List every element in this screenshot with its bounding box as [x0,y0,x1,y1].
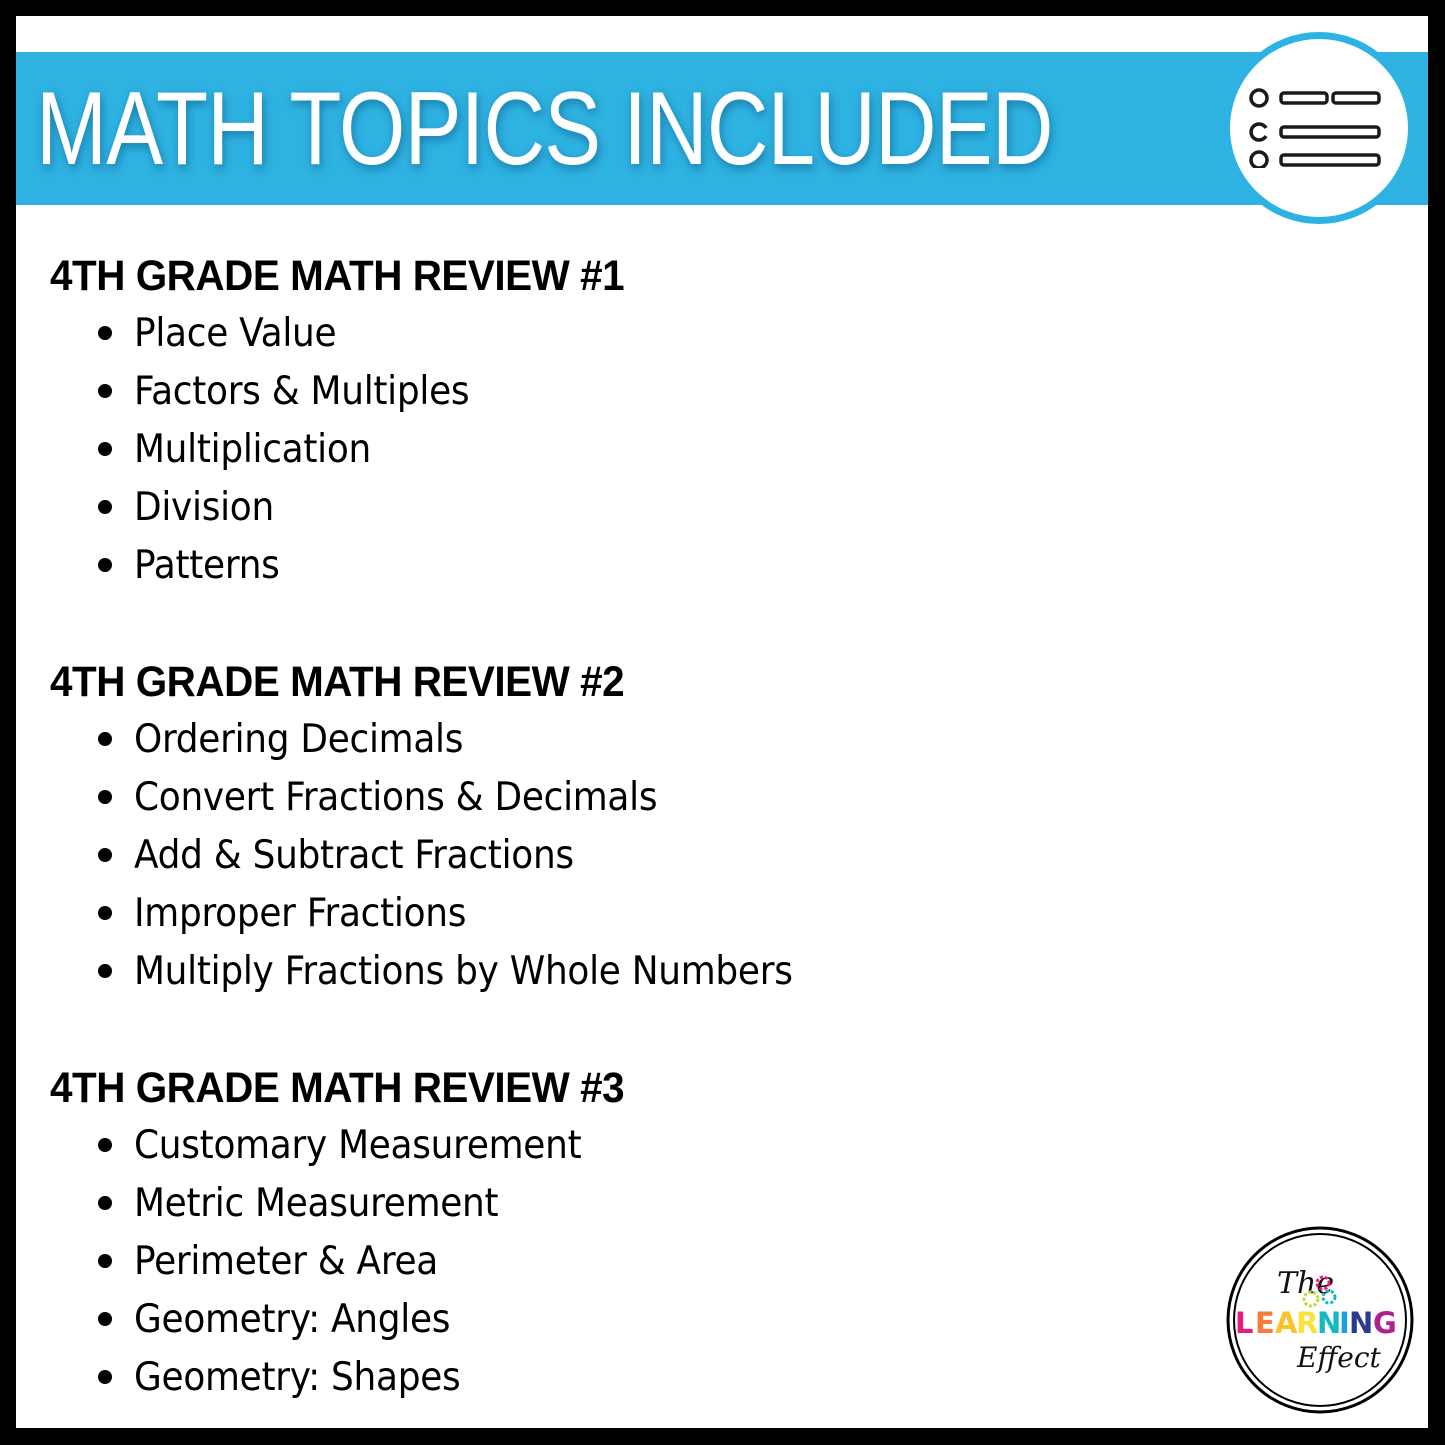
section-heading: 4TH GRADE MATH REVIEW #2 [50,658,625,706]
bullet-icon [98,384,112,398]
topic-list [50,1116,1200,1406]
logo-badge-icon [1225,1225,1415,1415]
logo-letter: N [1317,1306,1342,1340]
list-item: Geometry: Angles [98,1290,1200,1348]
topics-content [50,248,1200,1428]
list-item: Ordering Decimals [98,710,1200,768]
logo-letter: E [1255,1306,1275,1340]
bullet-icon [98,1370,112,1384]
bullet-icon [98,1312,112,1326]
logo-letter: L [1235,1306,1254,1340]
learning-effect-logo [1225,1225,1415,1415]
list-item: Perimeter & Area [98,1232,1200,1290]
bullet-icon [98,500,112,514]
logo-letter: I [1339,1306,1350,1340]
page [16,16,1428,1428]
bullet-icon [98,1254,112,1268]
logo-effect-text: Effect [1297,1341,1381,1374]
title-banner [16,52,1428,205]
list-item: Division [98,478,1200,536]
list-item: Multiplication [98,420,1200,478]
bullet-icon [98,558,112,572]
page-title: MATH TOPICS INCLUDED [36,71,1053,187]
list-item: Multiply Fractions by Whole Numbers [98,942,1200,1000]
list-item: Factors & Multiples [98,362,1200,420]
section-heading: 4TH GRADE MATH REVIEW #3 [50,1064,625,1112]
bullet-icon [98,906,112,920]
bullet-icon [98,790,112,804]
checklist-icon-badge [1223,32,1415,224]
checklist-icon [1249,88,1389,168]
topic-list [50,710,1200,1000]
list-item: Add & Subtract Fractions [98,826,1200,884]
list-item: Place Value [98,304,1200,362]
bullet-icon [98,442,112,456]
review-section-2 [50,654,1200,1000]
logo-letter: N [1349,1306,1374,1340]
list-item: Geometry: Shapes [98,1348,1200,1406]
section-heading: 4TH GRADE MATH REVIEW #1 [50,252,625,300]
list-item: Convert Fractions & Decimals [98,768,1200,826]
list-item: Customary Measurement [98,1116,1200,1174]
list-item: Metric Measurement [98,1174,1200,1232]
bullet-icon [98,1196,112,1210]
bullet-icon [98,326,112,340]
logo-letter: G [1373,1306,1397,1340]
topic-list [50,304,1200,594]
list-item: Improper Fractions [98,884,1200,942]
review-section-1 [50,248,1200,594]
bullet-icon [98,732,112,746]
review-section-3 [50,1060,1200,1406]
logo-the-text: The [1277,1266,1335,1301]
list-item: Patterns [98,536,1200,594]
bullet-icon [98,964,112,978]
bullet-icon [98,848,112,862]
logo-letter: R [1296,1306,1319,1340]
logo-letter: A [1275,1306,1298,1340]
bullet-icon [98,1138,112,1152]
